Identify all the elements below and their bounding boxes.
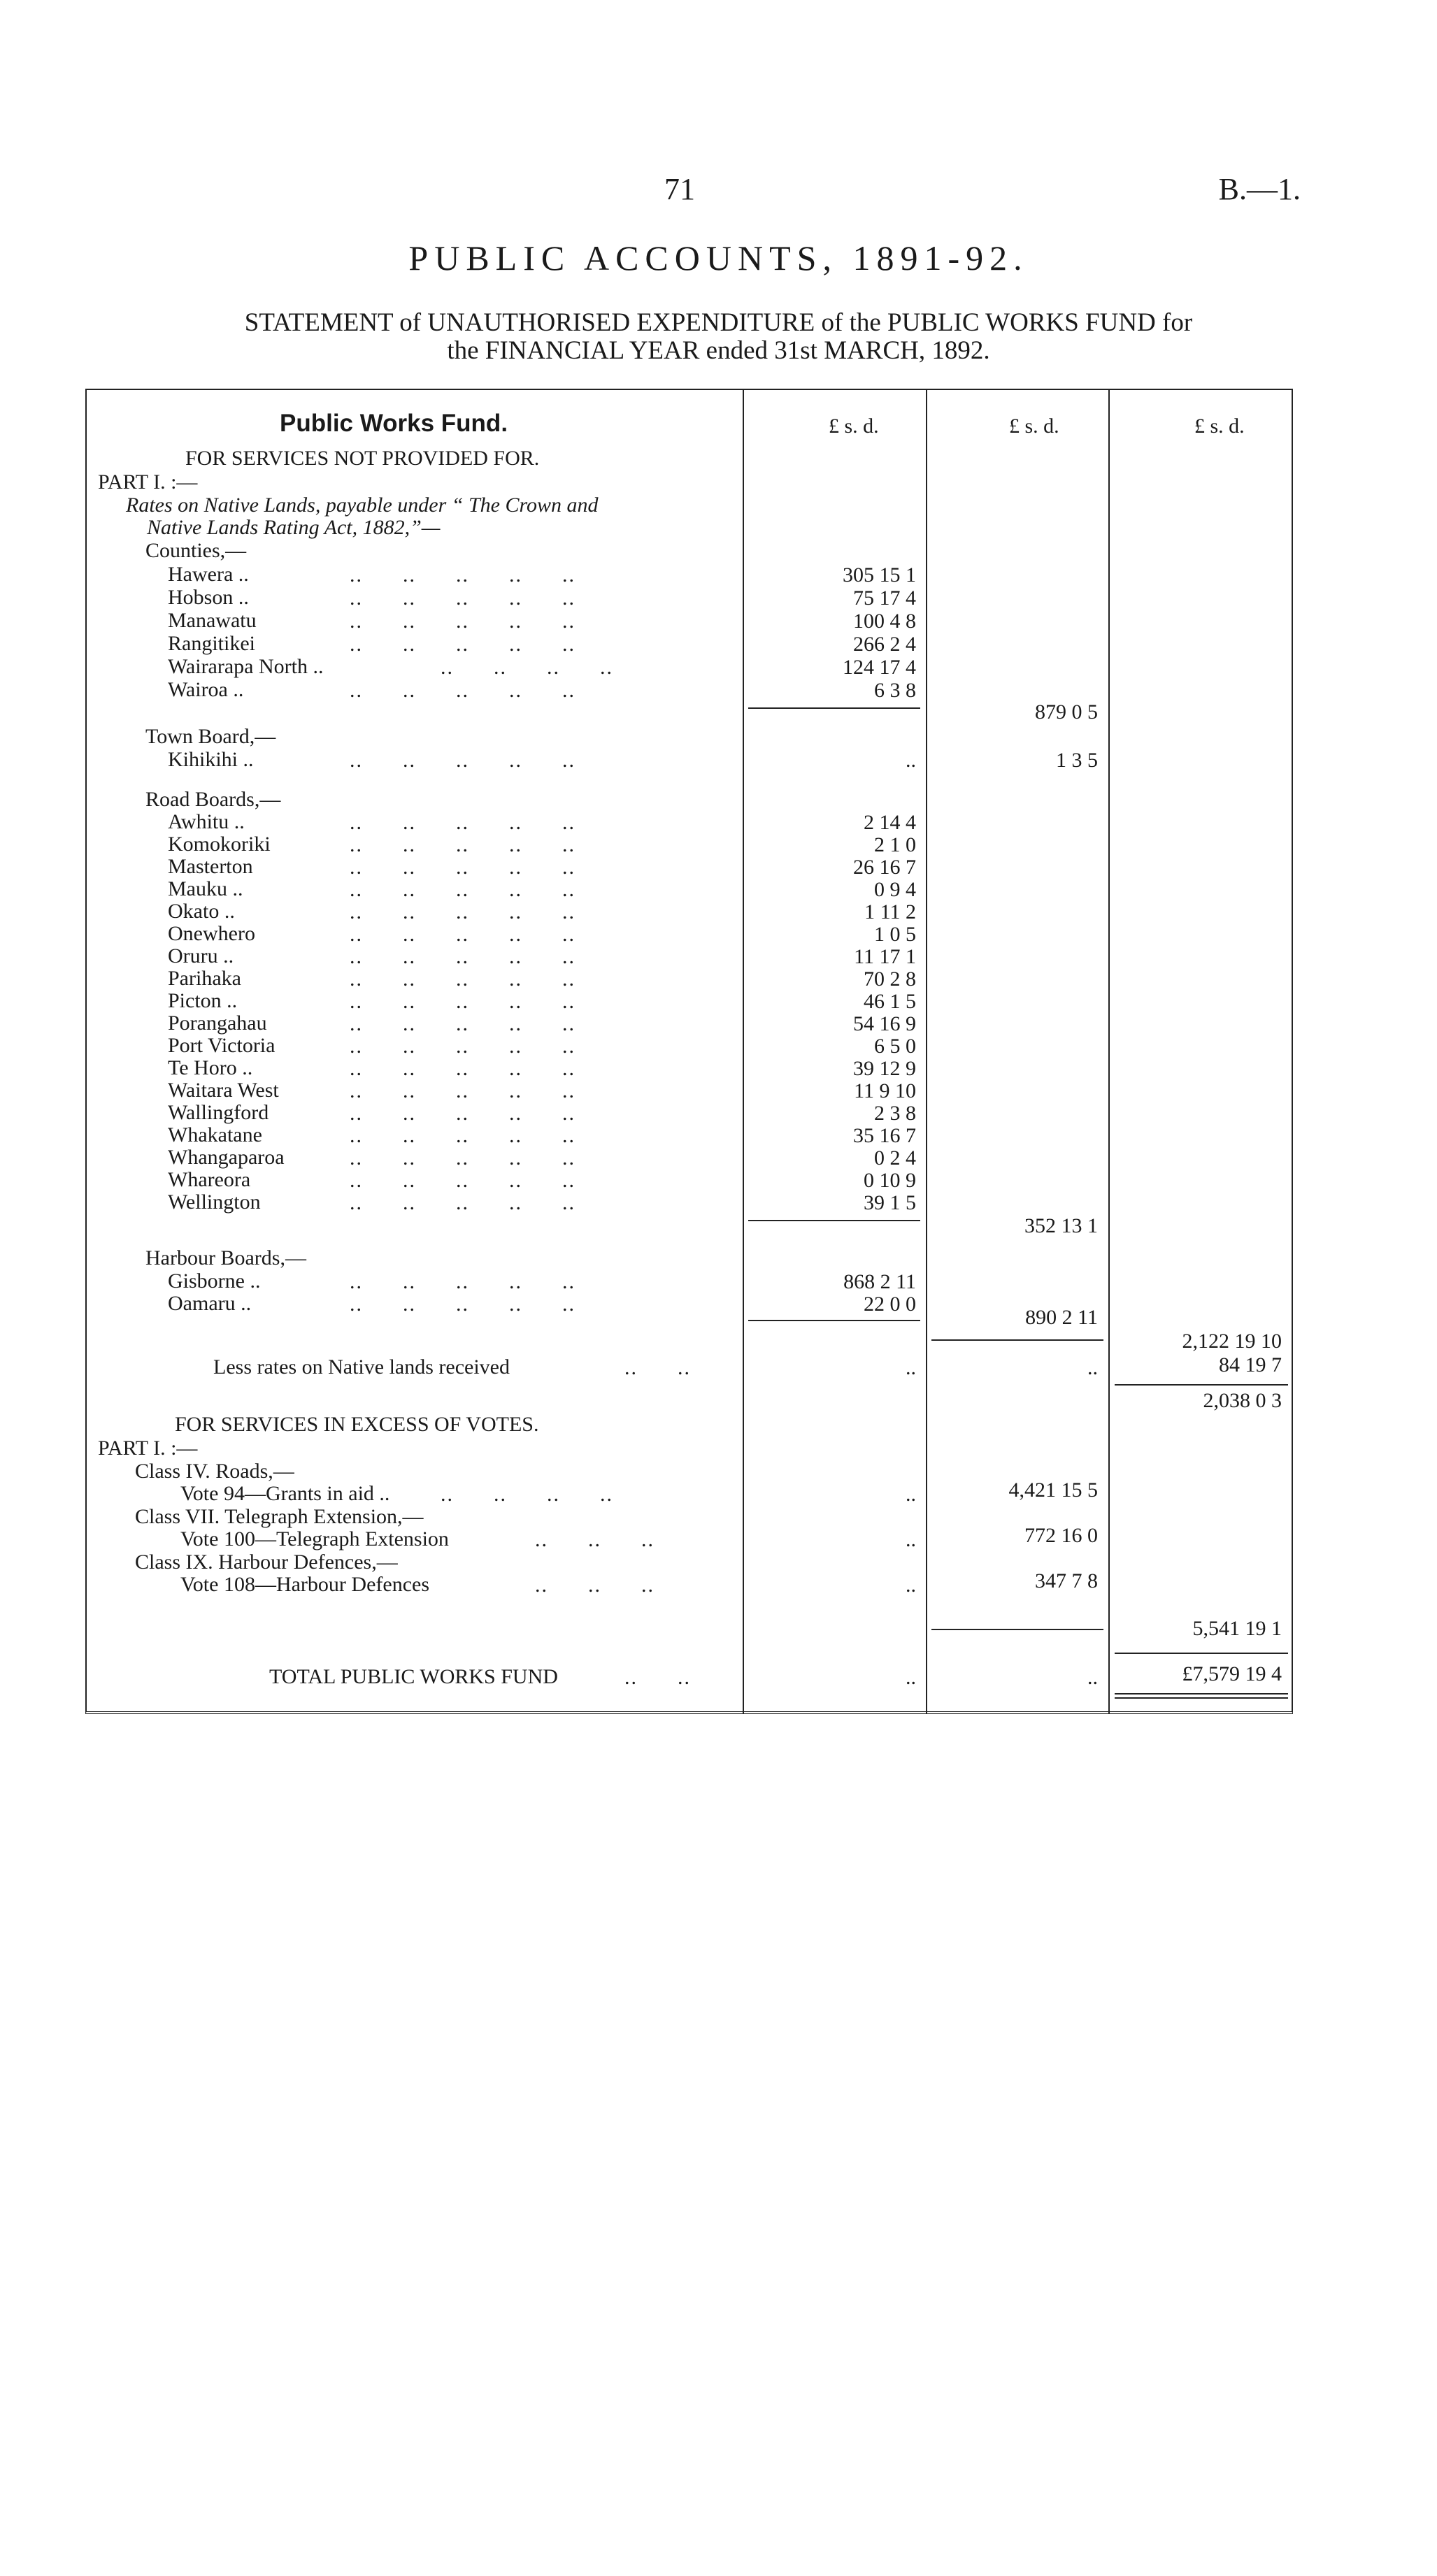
list-item: Oamaru .. [168, 1292, 252, 1315]
less-rates-amount: 84 19 7 [1219, 1353, 1282, 1376]
list-item: Port Victoria [168, 1034, 276, 1057]
list-item-amount: 100 4 8 [853, 610, 916, 633]
list-item: Onewhero [168, 922, 255, 945]
less-rates-col1: .. [906, 1356, 916, 1379]
vote-100-amount: 772 16 0 [1024, 1524, 1098, 1547]
subtotal-rule [931, 1629, 1103, 1630]
grand-total-col2: .. [1087, 1666, 1098, 1689]
column-header-1: £ s. d. [829, 415, 879, 438]
list-item-amount: 11 17 1 [854, 945, 916, 968]
column-divider [743, 389, 744, 1714]
part-label: PART I. :— [98, 1437, 198, 1460]
list-item-amount: 70 2 8 [864, 967, 916, 991]
subtotal-rule [1115, 1384, 1288, 1386]
list-item: Kihikihi .. [168, 748, 254, 771]
list-item: Awhitu .. [168, 810, 245, 833]
document-reference: B.—1. [1218, 172, 1301, 206]
list-item-amount: 35 16 7 [853, 1124, 916, 1147]
list-item: Oruru .. [168, 944, 234, 967]
list-item-amount: 6 3 8 [874, 679, 916, 702]
total-rule [1115, 1653, 1288, 1654]
list-item-amount: 0 10 9 [864, 1169, 916, 1192]
list-item: Wellington [168, 1190, 261, 1214]
grand-total-col1: .. [906, 1666, 916, 1689]
list-item: Picton .. [168, 989, 238, 1012]
list-item: Whareora [168, 1168, 251, 1191]
list-item-amount: 0 9 4 [874, 878, 916, 901]
list-item-amount: 266 2 4 [853, 633, 916, 656]
section-title-excess-of-votes: FOR SERVICES IN EXCESS OF VOTES. [175, 1413, 539, 1436]
not-provided-subtotal: 2,122 19 10 [1182, 1330, 1282, 1353]
page-title: PUBLIC ACCOUNTS, 1891-92. [408, 238, 1029, 278]
list-item: Porangahau [168, 1012, 267, 1035]
list-item-amount: 22 0 0 [864, 1293, 916, 1316]
list-item: Okato .. [168, 900, 235, 923]
list-item: Te Horo .. [168, 1056, 253, 1079]
rates-description-line-1: Rates on Native Lands, payable under “ The Crown and [126, 494, 599, 517]
list-item: Masterton [168, 855, 253, 878]
statement-title-line-2: the FINANCIAL YEAR ended 31st MARCH, 1892. [447, 336, 990, 365]
vote-94-amount: 4,421 15 5 [1008, 1478, 1098, 1502]
column-header-3: £ s. d. [1194, 415, 1245, 438]
list-item: Waitara West [168, 1079, 279, 1102]
page-number: 71 [664, 172, 695, 206]
list-item-amount: 75 17 4 [853, 587, 916, 610]
list-item: Parihaka [168, 967, 241, 990]
vote-108-label: Vote 108—Harbour Defences [180, 1573, 430, 1596]
vote-94-col1: .. [906, 1483, 916, 1506]
counties-total: 879 0 5 [1035, 700, 1098, 724]
class-vii-label: Class VII. Telegraph Extension,— [135, 1505, 424, 1528]
harbour-boards-total: 890 2 11 [1025, 1306, 1098, 1329]
list-item-amount: 305 15 1 [843, 563, 916, 587]
column-divider [926, 389, 927, 1714]
list-item-amount: 39 1 5 [864, 1191, 916, 1214]
list-item-amount: .. [906, 749, 916, 772]
counties-label: Counties,— [145, 539, 247, 562]
grand-total-amount: £7,579 19 4 [1182, 1662, 1282, 1685]
list-item-amount: 2 3 8 [874, 1102, 916, 1125]
list-item-amount: 39 12 9 [853, 1057, 916, 1080]
list-item: Gisborne .. [168, 1269, 261, 1293]
list-item: Hawera .. [168, 563, 249, 586]
vote-108-amount: 347 7 8 [1035, 1569, 1098, 1592]
list-item-amount: 11 9 10 [854, 1079, 916, 1102]
road-boards-label: Road Boards,— [145, 788, 281, 811]
net-total: 2,038 0 3 [1203, 1389, 1282, 1412]
list-item-amount: 54 16 9 [853, 1012, 916, 1035]
list-item: Komokoriki [168, 833, 271, 856]
list-item-amount: 6 5 0 [874, 1035, 916, 1058]
part-label: PART I. :— [98, 470, 198, 494]
less-rates-label: Less rates on Native lands received [213, 1355, 510, 1379]
less-rates-col2: .. [1087, 1356, 1098, 1379]
town-board-label: Town Board,— [145, 725, 276, 748]
rates-description-line-2: Native Lands Rating Act, 1882,”— [147, 516, 441, 539]
column-divider [1108, 389, 1110, 1714]
vote-100-label: Vote 100—Telegraph Extension [180, 1527, 449, 1550]
list-item-amount: 868 2 11 [843, 1270, 916, 1293]
list-item: Mauku .. [168, 877, 243, 900]
grand-total-double-rule [1115, 1693, 1288, 1699]
list-item-amount: 46 1 5 [864, 990, 916, 1013]
vote-108-col1: .. [906, 1574, 916, 1597]
road-boards-total: 352 13 1 [1024, 1214, 1098, 1237]
subtotal-rule [748, 707, 920, 709]
class-ix-label: Class IX. Harbour Defences,— [135, 1550, 398, 1574]
list-item: Wairarapa North .. [168, 655, 324, 678]
list-item-amount: 1 11 2 [864, 900, 916, 923]
vote-94-label: Vote 94—Grants in aid .. [180, 1482, 390, 1505]
subtotal-rule [748, 1220, 920, 1221]
vote-100-col1: .. [906, 1528, 916, 1551]
subtotal-rule [748, 1320, 920, 1321]
grand-total-label: TOTAL PUBLIC WORKS FUND [269, 1665, 558, 1688]
list-item: Whangaparoa [168, 1146, 285, 1169]
subtotal-rule [931, 1339, 1103, 1341]
town-board-total: 1 3 5 [1056, 749, 1098, 772]
list-item-amount: 124 17 4 [843, 656, 916, 679]
list-item-amount: 2 1 0 [874, 833, 916, 856]
list-item: Whakatane [168, 1123, 262, 1146]
list-item: Rangitikei [168, 632, 255, 655]
list-item-amount: 26 16 7 [853, 856, 916, 879]
list-item: Manawatu [168, 609, 257, 632]
list-item: Wairoa .. [168, 678, 244, 701]
column-header-2: £ s. d. [1009, 415, 1059, 438]
list-item-amount: 0 2 4 [874, 1146, 916, 1170]
harbour-boards-label: Harbour Boards,— [145, 1246, 306, 1269]
section-title-not-provided: FOR SERVICES NOT PROVIDED FOR. [185, 447, 540, 470]
list-item-amount: 1 0 5 [874, 923, 916, 946]
statement-title-line-1: STATEMENT of UNAUTHORISED EXPENDITURE of the PUBLIC WORKS FUND for [244, 308, 1193, 337]
list-item: Wallingford [168, 1101, 269, 1124]
excess-total: 5,541 19 1 [1192, 1617, 1282, 1640]
list-item-amount: 2 14 4 [864, 811, 916, 834]
class-iv-label: Class IV. Roads,— [135, 1460, 294, 1483]
table-heading: Public Works Fund. [280, 410, 508, 437]
list-item: Hobson .. [168, 586, 249, 609]
